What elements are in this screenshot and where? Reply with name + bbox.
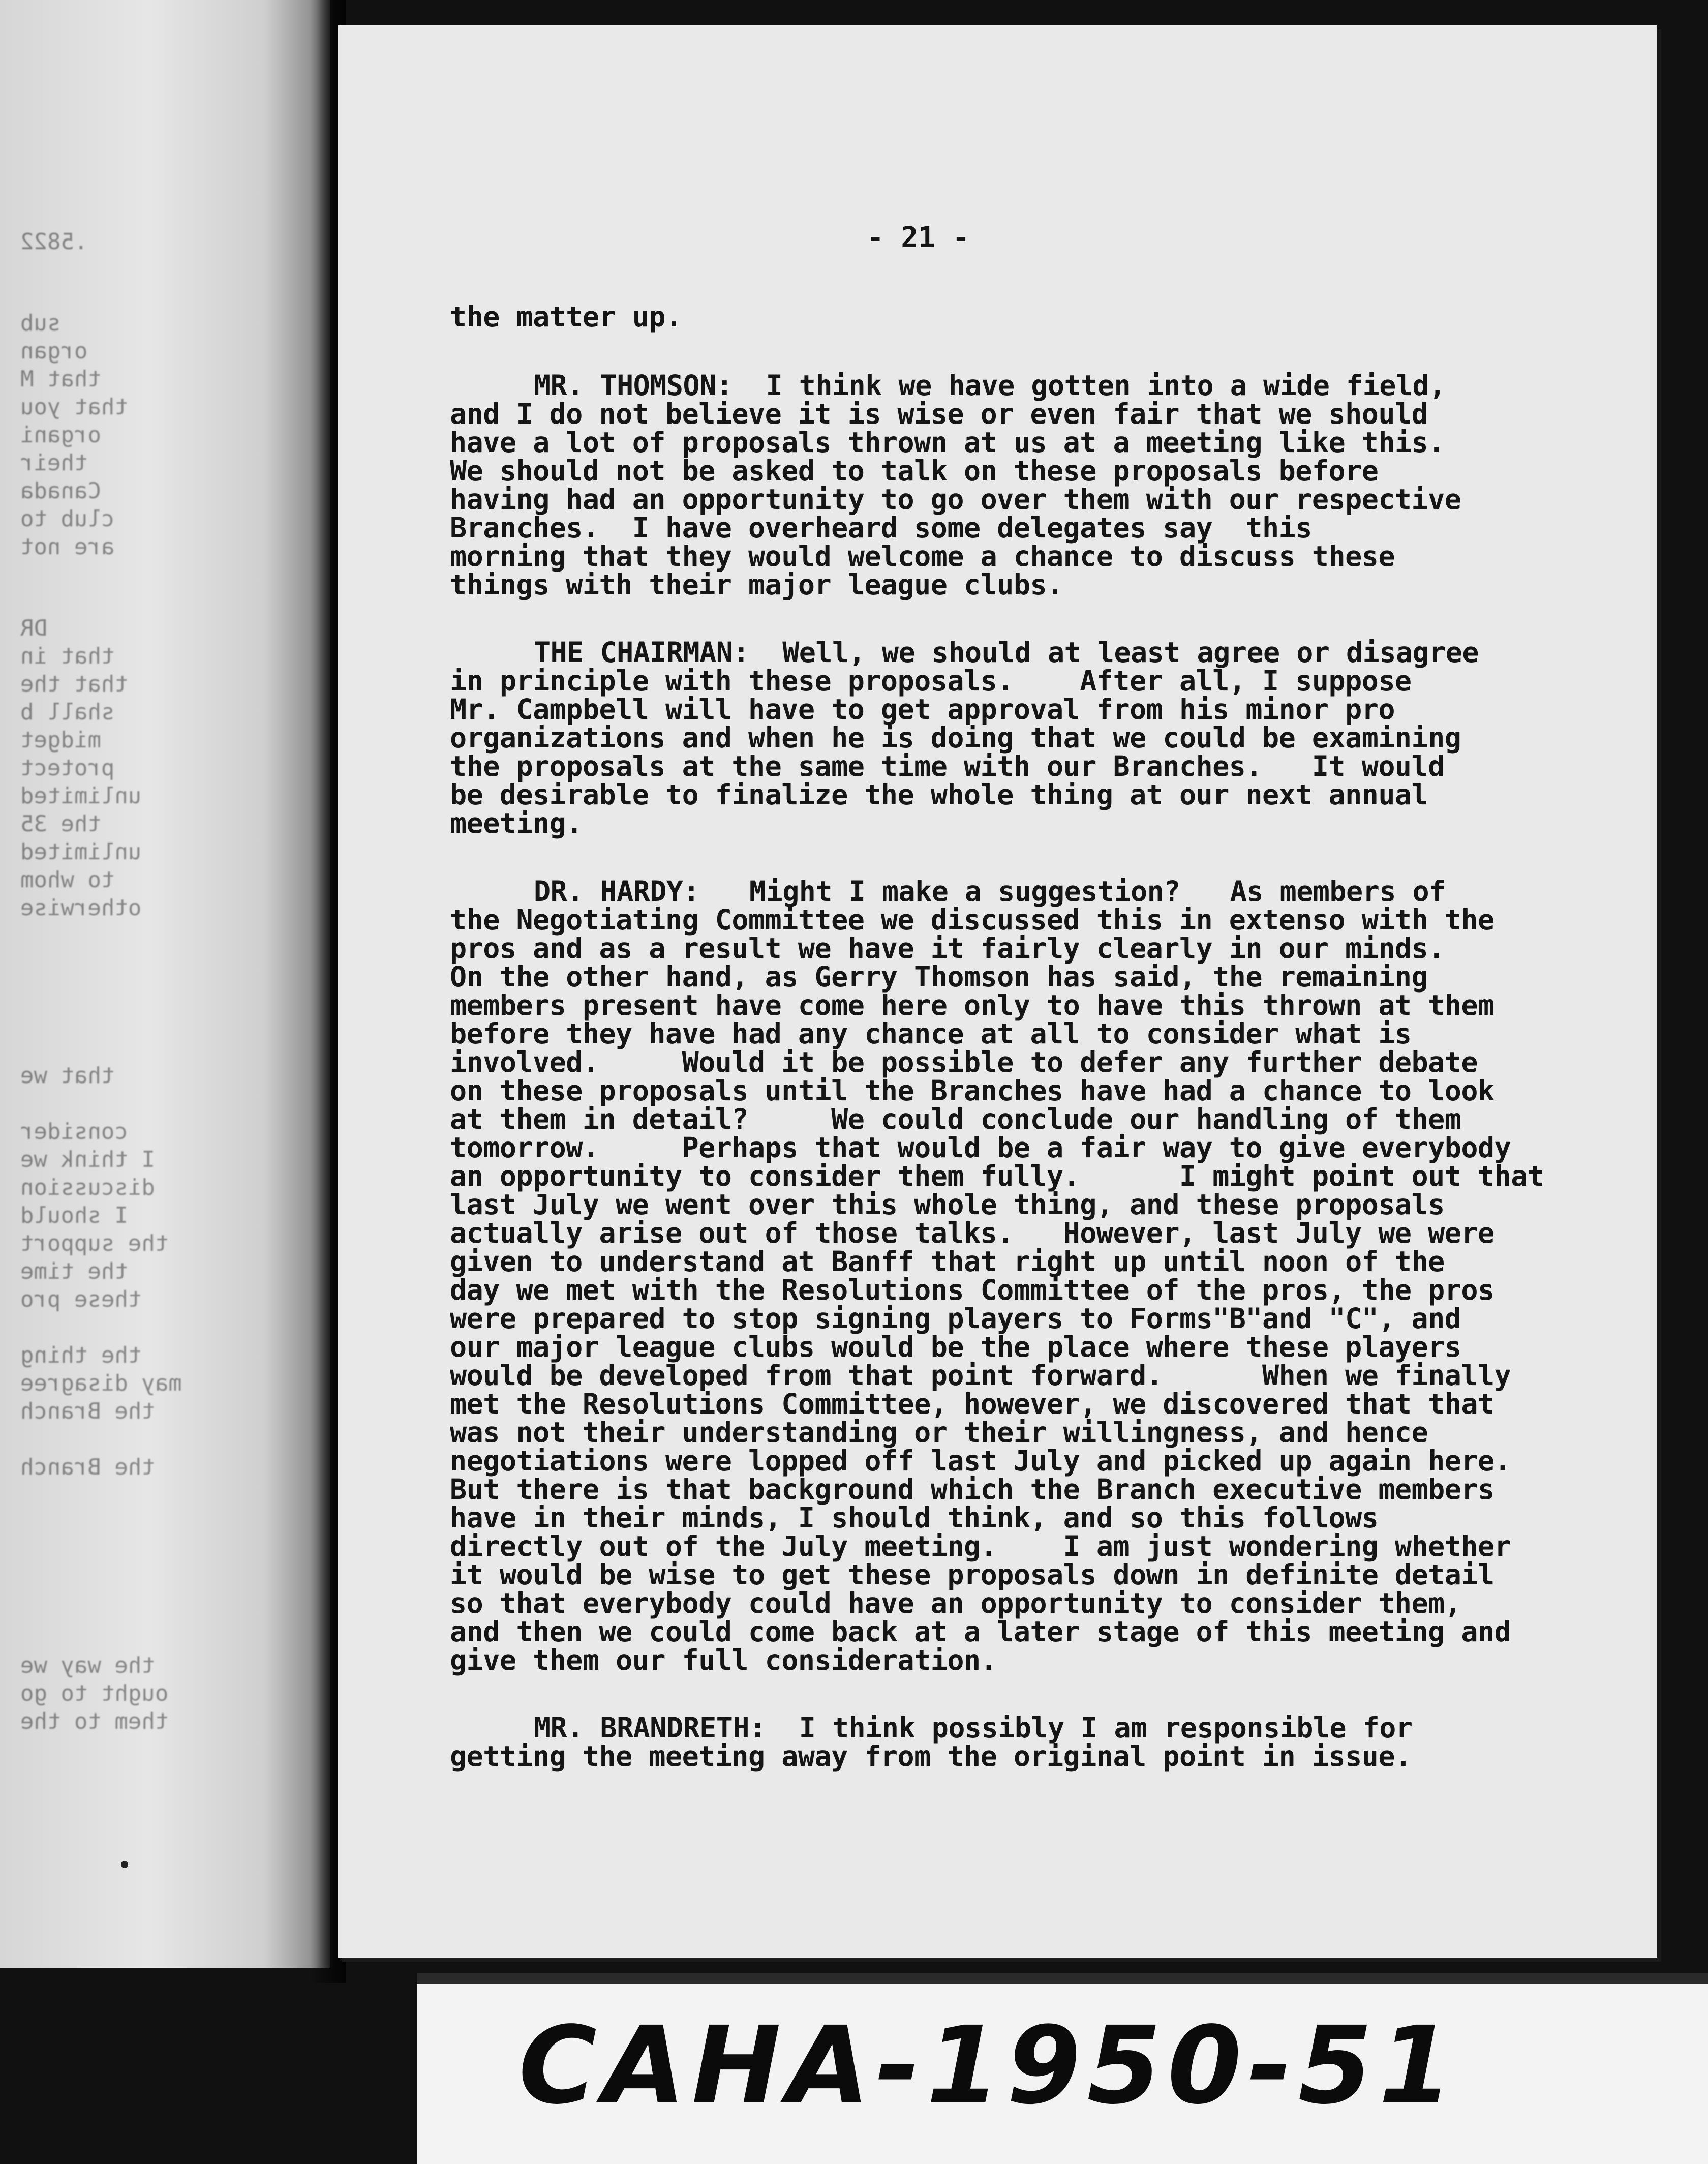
facing-page-text: protect: [20, 755, 115, 781]
facing-page-text: their: [20, 450, 88, 476]
text-line: have in their minds, I should think, and so this follows: [450, 1501, 1379, 1534]
text-line: was not their understanding or their willingness, and hence: [450, 1416, 1428, 1449]
text-line: and I do not believe it is wise or even fair that we should: [450, 398, 1428, 430]
text-line: met the Resolutions Committee, however, we discovered that that: [450, 1388, 1494, 1420]
text-line: at them in detail? We could conclude our handling of them: [450, 1103, 1461, 1135]
facing-page-text: these pro: [20, 1286, 142, 1312]
facing-page-text: them to the: [20, 1708, 169, 1734]
facing-page-text: the 35: [20, 811, 101, 837]
facing-page-text: may disagree: [20, 1370, 182, 1396]
facing-page-text: the thing: [20, 1342, 142, 1368]
text-line: day we met with the Resolutions Committee of the pros, the pros: [450, 1274, 1494, 1306]
text-line: getting the meeting away from the original point in issue.: [450, 1740, 1412, 1772]
text-line: actually arise out of those talks. However, last July we were: [450, 1217, 1494, 1249]
text-line: the Negotiating Committee we discussed this in extenso with the: [450, 904, 1494, 936]
facing-page-text: the Branch: [20, 1454, 155, 1480]
text-line: have a lot of proposals thrown at us at a meeting like this.: [450, 426, 1445, 459]
archive-label-strip: [417, 1973, 1708, 2164]
text-line: and then we could come back at a later stage of this meeting and: [450, 1615, 1511, 1648]
facing-page-text: unlimited: [20, 839, 142, 865]
text-line: negotiations were lopped off last July and picked up again here.: [450, 1445, 1511, 1477]
facing-page-text: to whom: [20, 867, 115, 893]
text-line: MR. THOMSON: I think we have gotten into a wide field,: [534, 369, 1446, 402]
facing-page-text: consider: [20, 1119, 128, 1145]
text-line: meeting.: [450, 807, 583, 839]
text-line: so that everybody could have an opportunity to consider them,: [450, 1587, 1461, 1619]
facing-page-text: I think we: [20, 1147, 155, 1173]
text-line: THE CHAIRMAN: Well, we should at least agree or disagree: [534, 636, 1479, 669]
text-line: Branches. I have overheard some delegates say this: [450, 512, 1312, 544]
text-line: morning that they would welcome a chance to discuss these: [450, 540, 1395, 573]
text-line: organizations and when he is doing that we could be examining: [450, 722, 1461, 754]
page-speck: [121, 1861, 128, 1868]
facing-page-text: the time: [20, 1258, 128, 1284]
text-line: members present have come here only to have this thrown at them: [450, 989, 1494, 1021]
facing-page-text: organi: [20, 422, 101, 448]
text-line: the proposals at the same time with our Branches. It would: [450, 750, 1445, 783]
facing-page-text: that the: [20, 671, 128, 697]
facing-page-text: the support: [20, 1230, 169, 1256]
text-line: on these proposals until the Branches have had a chance to look: [450, 1074, 1494, 1107]
facing-page-text: that we: [20, 1063, 115, 1089]
text-line: things with their major league clubs.: [450, 568, 1063, 601]
facing-page-bleed: [0, 0, 330, 1968]
facing-page-text: DR: [20, 615, 47, 641]
text-line: having had an opportunity to go over them with our respective: [450, 483, 1461, 516]
label-divider: [417, 1973, 1708, 1984]
facing-page-text: that M: [20, 366, 101, 392]
facing-page-text: discussion: [20, 1175, 155, 1200]
text-line: MR. BRANDRETH: I think possibly I am responsible for: [534, 1711, 1413, 1744]
text-line: DR. HARDY: Might I make a suggestion? As members of: [534, 875, 1446, 908]
facing-page-text: that in: [20, 643, 115, 669]
page-number: - 21 -: [867, 221, 970, 254]
facing-page-text: the way we: [20, 1652, 155, 1678]
text-line: pros and as a result we have it fairly clearly in our minds.: [450, 932, 1445, 965]
text-line: On the other hand, as Gerry Thomson has said, the remaining: [450, 960, 1428, 993]
text-line: before they have had any chance at all to consider what is: [450, 1017, 1412, 1050]
facing-page-text: .5822: [20, 229, 88, 255]
text-line: But there is that background which the Branch executive members: [450, 1473, 1494, 1506]
text-line: involved. Would it be possible to defer any further debate: [450, 1046, 1478, 1078]
text-line: were prepared to stop signing players to Forms"B"and "C", and: [450, 1302, 1461, 1335]
text-line: in principle with these proposals. After all, I suppose: [450, 665, 1412, 697]
facing-page-text: unlimited: [20, 783, 142, 809]
text-line: our major league clubs would be the place where these players: [450, 1331, 1461, 1363]
text-line: an opportunity to consider them fully. I might point out that: [450, 1160, 1544, 1192]
text-line: Mr. Campbell will have to get approval from his minor pro: [450, 693, 1395, 726]
text-line: it would be wise to get these proposals down in definite detail: [450, 1558, 1494, 1591]
facing-page-text: organ: [20, 338, 88, 364]
text-line: We should not be asked to talk on these proposals before: [450, 455, 1379, 487]
text-line: the matter up.: [450, 300, 682, 333]
facing-page-text: sub: [20, 310, 61, 336]
facing-page-text: Canada: [20, 478, 101, 504]
facing-page-text: that you: [20, 394, 128, 420]
text-line: give them our full consideration.: [450, 1644, 997, 1676]
text-line: tomorrow. Perhaps that would be a fair way to give everybody: [450, 1131, 1511, 1164]
facing-page-text: are not: [20, 534, 115, 560]
text-line: given to understand at Banff that right up until noon of the: [450, 1245, 1445, 1278]
facing-page-text: club to: [20, 506, 115, 532]
facing-page-text: the Branch: [20, 1398, 155, 1424]
facing-page-text: I should: [20, 1203, 128, 1228]
facing-page-text: ought to go: [20, 1680, 169, 1706]
text-line: last July we went over this whole thing, and these proposals: [450, 1188, 1445, 1221]
facing-page-text: otherwise: [20, 895, 142, 921]
typewritten-page: [338, 25, 1657, 1958]
facing-page-text: midget: [20, 727, 101, 753]
text-line: directly out of the July meeting. I am just wondering whether: [450, 1530, 1511, 1562]
facing-page-text: shall b: [20, 699, 115, 725]
text-line: would be developed from that point forward. When we finally: [450, 1359, 1511, 1392]
handwritten-archive-label: CAHA-1950-51: [518, 2003, 1459, 2128]
text-line: be desirable to finalize the whole thing at our next annual: [450, 778, 1428, 811]
